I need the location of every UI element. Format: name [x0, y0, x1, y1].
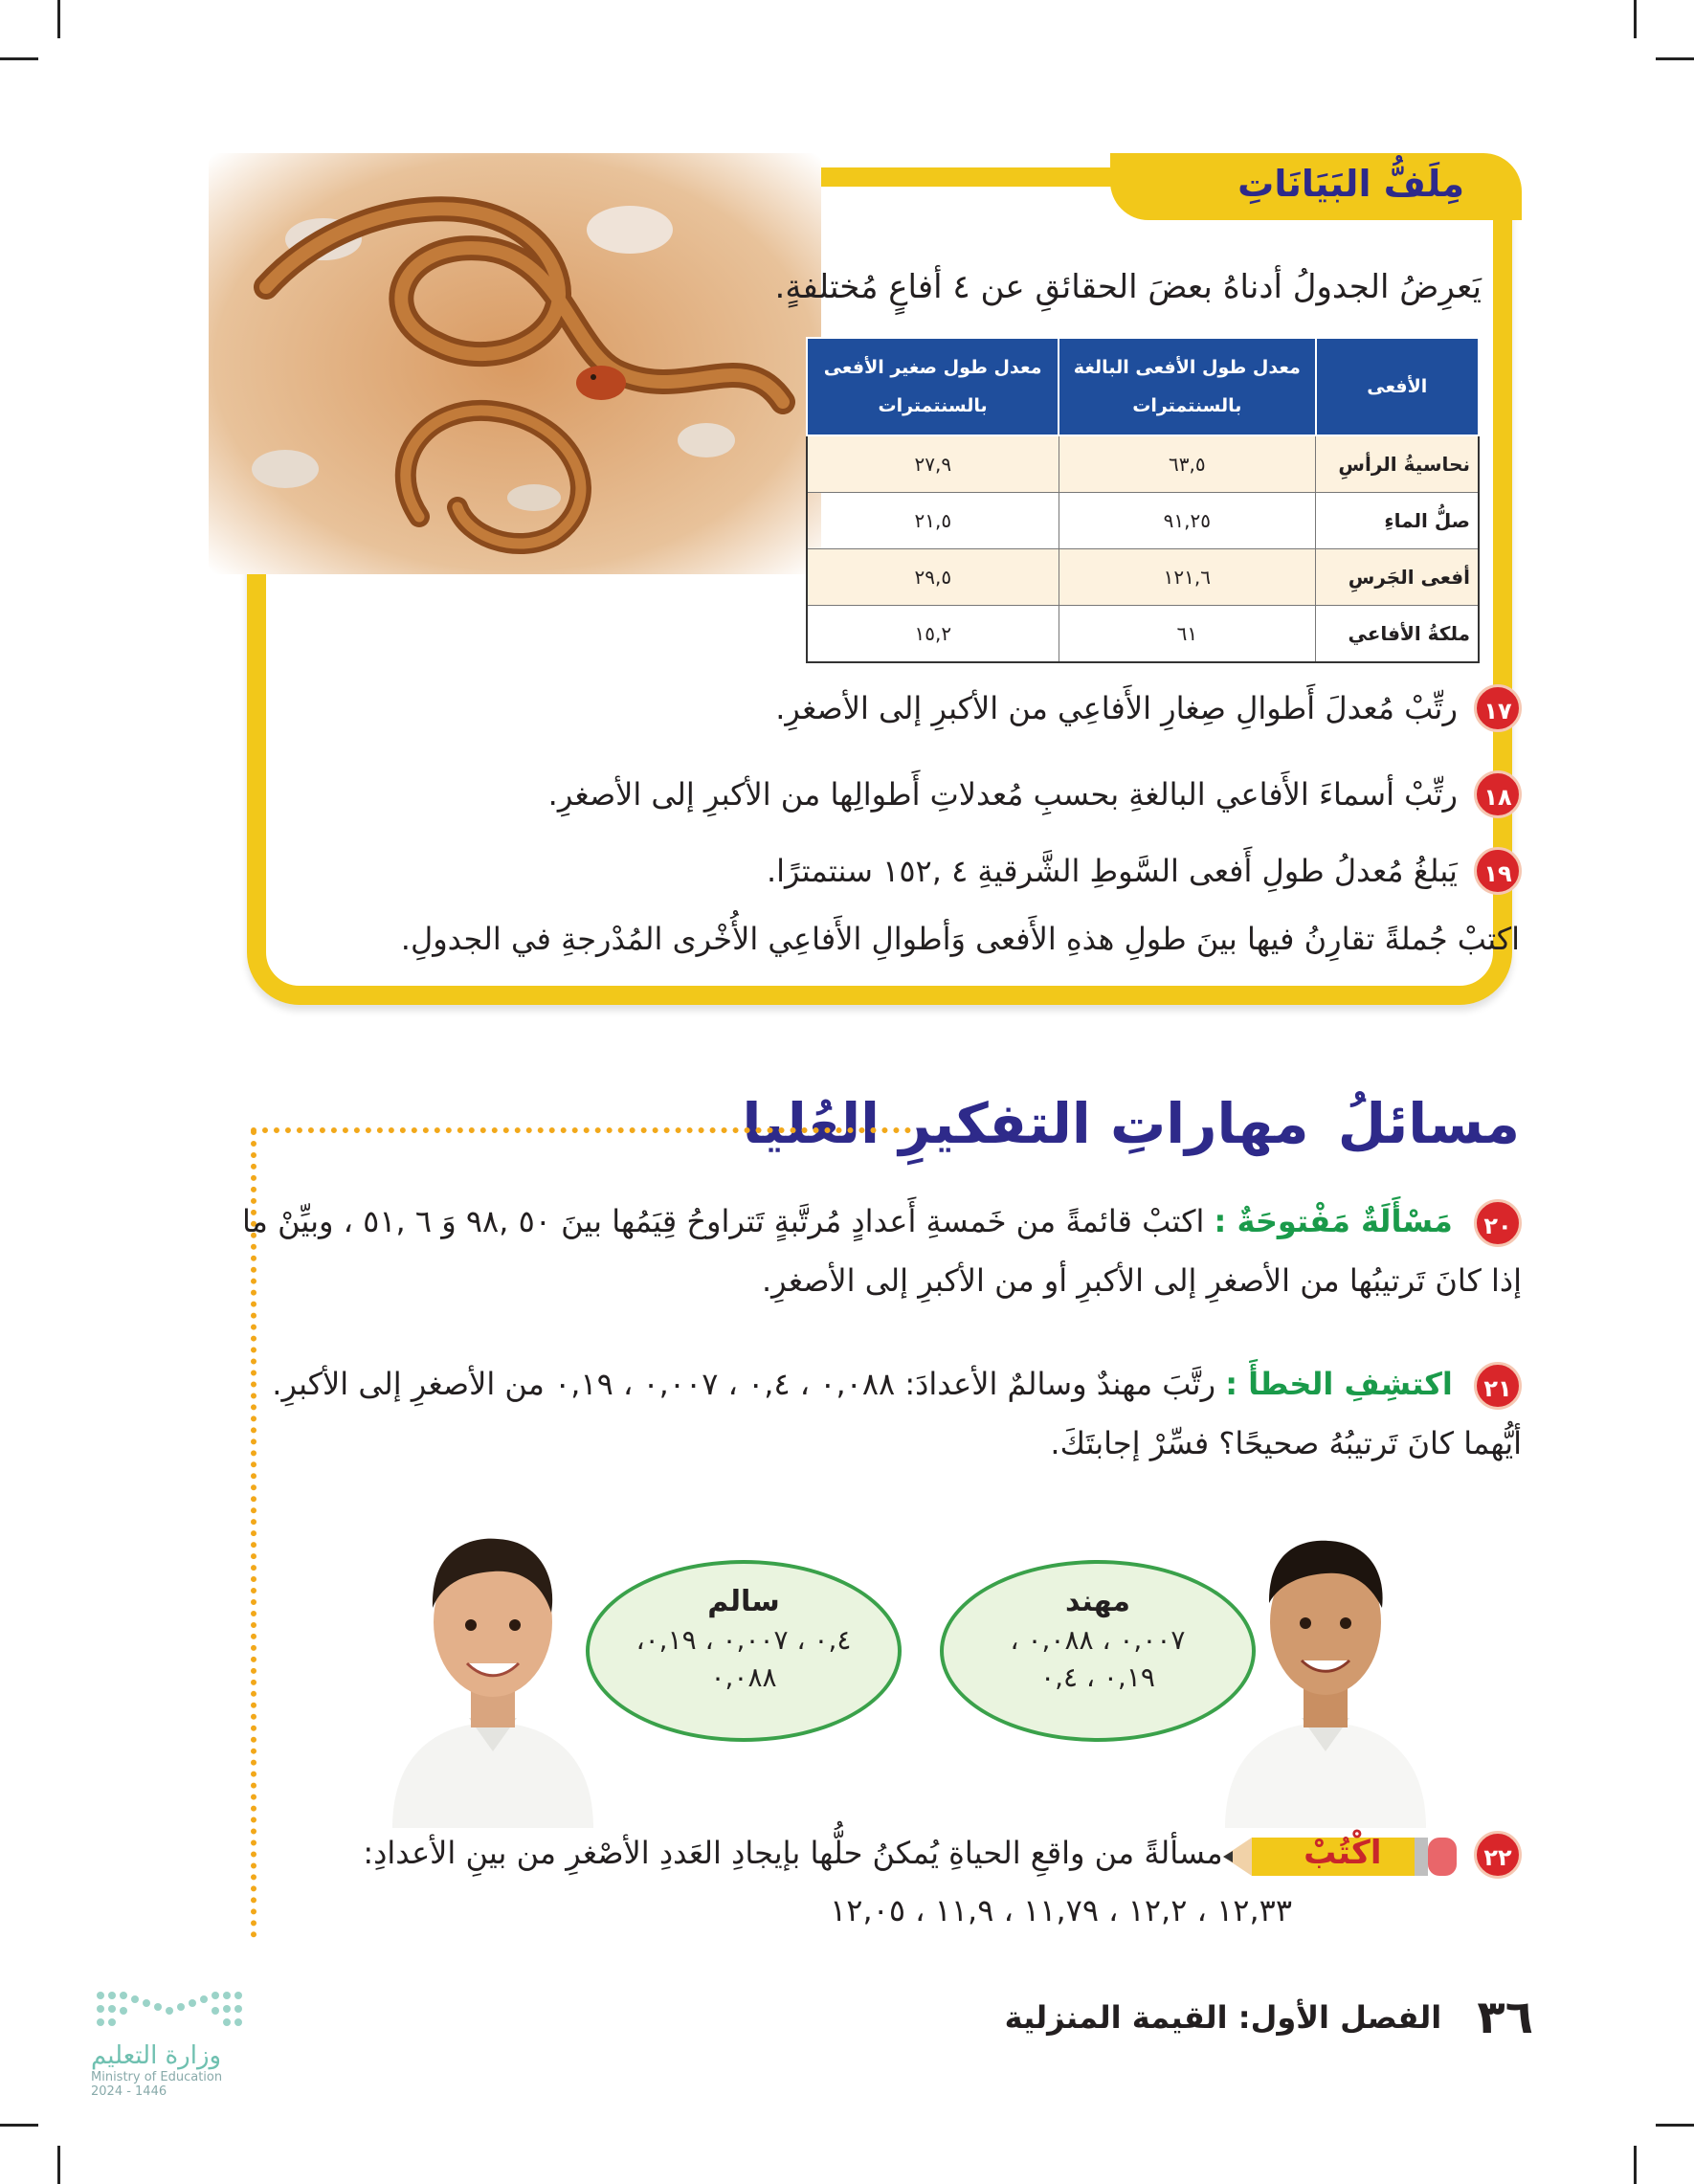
snake-facts-table [806, 337, 1480, 663]
question-18 [548, 770, 1522, 818]
question-number-badge: ٢٢ [1474, 1831, 1522, 1879]
crop-mark [1634, 0, 1637, 38]
table-cell: نحاسيةُ الرأسِ [1316, 435, 1480, 493]
table-header: معدل طول صغير الأفعى بالسنتمترات [807, 338, 1059, 435]
question-label: مَسْأَلَةٌ مَفْتوحَةٌ : [1214, 1203, 1453, 1239]
crop-mark [57, 0, 60, 38]
salem-speech-bubble [586, 1560, 902, 1742]
table-cell: ٢٩,٥ [807, 549, 1059, 606]
speaker-answer-line: ٠,٠٠٧ ، ٠,٠٨٨ ، [1010, 1624, 1186, 1656]
hots-title-part2: مهاراتِ التفكيرِ العُليا [742, 1091, 1309, 1156]
hots-title [743, 1091, 1520, 1156]
crop-mark [0, 2124, 38, 2127]
question-19-continued [401, 921, 1520, 957]
number-list: ١٢,٣٣ ، ١٢,٢ ، ١١,٧٩ ، ١١,٩ ، ١٢,٠٥ [830, 1892, 1292, 1928]
table-cell: ٢١,٥ [807, 493, 1059, 549]
table-row [807, 493, 1479, 549]
question-text: اكتبْ قائمةً من خَمسةِ أَعدادٍ مُرتَّبةٍ تَتراوحُ قِيَمُها بينَ ٥٠ ,٩٨ وَ ٦ ,٥١ ، وبيِّنْ ما إذا كانَ تَرتيبُها من الأصغرِ إلى الأكبرِ أو من الأكبرِ إلى الأصغرِ. [242, 1203, 1522, 1299]
crop-mark [0, 57, 38, 60]
table-cell: ملكةُ الأفاعي [1316, 606, 1480, 663]
hots-title-part1: مسائلُ [1337, 1091, 1520, 1156]
table-row [807, 435, 1479, 493]
table-header: معدل طول الأفعى البالغة بالسنتمترات [1059, 338, 1315, 435]
question-19 [767, 847, 1522, 895]
table-cell: صلُّ الماءِ [1316, 493, 1480, 549]
question-number-badge: ١٩ [1474, 847, 1522, 895]
question-21 [239, 1354, 1522, 1473]
speaker-name: سالم [707, 1585, 780, 1618]
table-cell: ١٢١,٦ [1059, 549, 1315, 606]
question-text: رتِّبْ مُعدلَ أَطوالِ صِغارِ الأَفاعِي من الأكبرِ إلى الأصغرِ. [775, 690, 1458, 726]
chapter-title: الفصل الأول: القيمة المنزلية [1004, 1999, 1442, 2036]
question-17 [775, 684, 1522, 732]
question-text: رتَّبَ مهندٌ وسالمٌ الأعدادَ: ٠,٠٨٨ ، ٠,٤ ، ٠,٠٠٧ ، ٠,١٩ من الأصغرِ إلى الأكبرِ. أيُّهما كانَ تَرتيبُهُ صحيحًا؟ فسِّرْ إجابتَكَ. [272, 1366, 1522, 1461]
table-cell: ٦٣,٥ [1059, 435, 1315, 493]
salem-photo [383, 1512, 603, 1828]
question-20 [239, 1192, 1522, 1310]
page-footer [1005, 1991, 1533, 2044]
question-number-badge: ١٨ [1474, 770, 1522, 818]
question-text: يَبلغُ مُعدلُ طولِ أَفعى السَّوطِ الشَّرقيةِ ٤ ,١٥٢ سنتمترًا. [766, 853, 1458, 889]
muhannad-speech-bubble [940, 1560, 1256, 1742]
question-text: اكتبْ جُملةً تقارِنُ فيها بينَ طولِ هذهِ الأَفعى وَأطوالِ الأَفاعِي الأُخْرى المُدْرجةِ في الجدولِ. [400, 921, 1520, 957]
table-row [807, 549, 1479, 606]
table-cell: ٦١ [1059, 606, 1315, 663]
data-file-intro: يَعرِضُ الجدولُ أدناهُ بعضَ الحقائقِ عن ٤ أفاعٍ مُختلفةٍ. [774, 268, 1482, 306]
table-cell: ٢٧,٩ [807, 435, 1059, 493]
data-file-title: مِلَفُّ البَيَانَاتِ [1237, 163, 1464, 205]
question-22-numbers [830, 1881, 1292, 1940]
crop-mark [1656, 57, 1694, 60]
table-cell: أفعى الجَرسِ [1316, 549, 1480, 606]
speaker-answer-line: ٠,١٩ ، ٠,٤ [1040, 1661, 1155, 1693]
snake-photo [209, 153, 821, 574]
question-number-badge: ١٧ [1474, 684, 1522, 732]
ministry-dots-icon [91, 1986, 254, 2034]
question-label: اكتشِفِ الخطأَ : [1225, 1366, 1453, 1402]
data-file-tab [1110, 153, 1522, 220]
speaker-name: مهند [1065, 1585, 1130, 1618]
ministry-logo [91, 1986, 273, 2099]
crop-mark [1656, 2124, 1694, 2127]
question-22 [239, 1823, 1522, 1883]
question-number-badge: ٢١ [1474, 1362, 1522, 1410]
ministry-name-en: Ministry of Education [91, 2070, 223, 2084]
speaker-answer-line: ٠,٠٨٨ [710, 1661, 777, 1693]
write-label: اكْتُبْ [1304, 1834, 1382, 1872]
ministry-year: 2024 - 1446 [91, 2084, 167, 2099]
crop-mark [1634, 2146, 1637, 2184]
table-cell: ١٥,٢ [807, 606, 1059, 663]
speaker-answer-line: ٠,٤ ، ٠,٠٠٧ ، ٠,١٩، [635, 1624, 852, 1656]
ministry-name-ar: وزارة التعليم [91, 2041, 222, 2070]
table-row [807, 606, 1479, 663]
question-text: رتِّبْ أسماءَ الأَفاعي البالغةِ بحسبِ مُعدلاتِ أَطوالِها من الأكبرِ إلى الأصغرِ. [547, 776, 1458, 813]
question-text: مسألةً من واقعِ الحياةِ يُمكنُ حلُّها بإيجادِ العَددِ الأصْغرِ من بينِ الأعدادِ: [363, 1835, 1223, 1871]
crop-mark [57, 2146, 60, 2184]
dotted-divider [251, 1127, 911, 1133]
page-number: ٣٦ [1477, 1991, 1533, 2044]
table-header: الأفعى [1316, 338, 1480, 435]
question-number-badge: ٢٠ [1474, 1199, 1522, 1247]
table-cell: ٩١,٢٥ [1059, 493, 1315, 549]
